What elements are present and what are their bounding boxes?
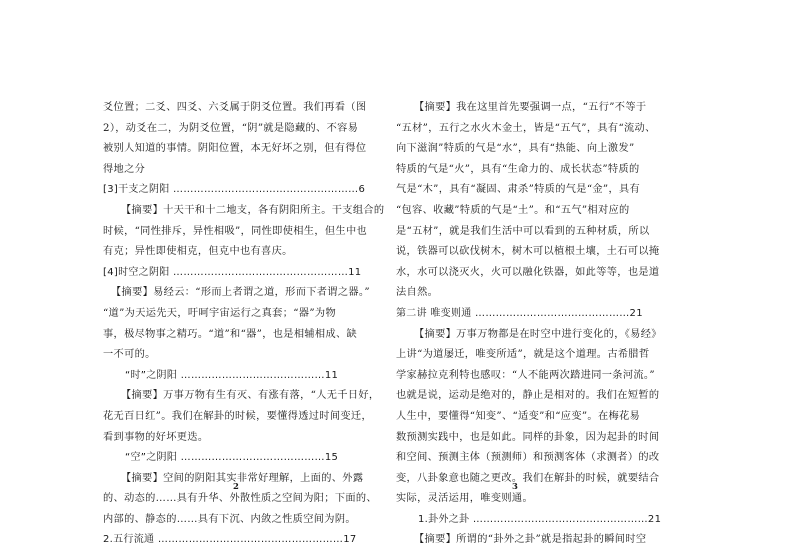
text-line: 的、动态的……具有升华、外散性质之空间为阳；下面的、: [103, 493, 377, 505]
text-line: 时候，“同性排斥，异性相吸”，同性即使相生，但生中也: [103, 225, 368, 237]
text-line: 法自然。: [396, 287, 439, 299]
page-number-right: 3: [512, 482, 518, 492]
toc-entry: 1.卦外之卦 ……………………………………………21: [418, 513, 662, 525]
toc-entry: [4]时空之阴阳 ……………………………………………11: [103, 266, 362, 278]
text-line: 数预测实践中，也是如此。同样的卦象，因为起卦的时间: [396, 431, 660, 443]
text-line: “道”为天运先天，吁呵宇宙运行之真套；“器”为物: [103, 307, 336, 319]
right-page: [396, 98, 662, 551]
text-line: 也就是说，运动是绝对的，静止是相对的。我们在短暂的: [396, 390, 660, 402]
text-line: 说，铁器可以砍伐树木，树木可以植根土壤，土石可以掩: [396, 246, 660, 258]
summary-line: 【摘要】万事万物有生有灭、有涨有落，“人无千日好，: [121, 390, 380, 402]
text-line: 和空间、预测主体（预测师）和预测客体（求测者）的改: [396, 452, 660, 464]
text-line: 是“五材”，就是我们生活中可以看到的五种材质，所以: [396, 225, 650, 237]
text-line: 花无百日红”。我们在解卦的时候，要懂得透过时间变迁，: [103, 410, 372, 422]
summary-line: 【摘要】易经云：“形而上者谓之道，形而下者谓之器。”: [111, 287, 370, 299]
text-line: 实际，灵活运用，唯变则通。: [396, 493, 533, 505]
toc-entry: 第二讲 唯变则通 ………………………………………21: [396, 307, 643, 319]
text-line: “包容、收藏”特质的气是“土”。和“五气”相对应的: [396, 204, 630, 216]
text-line: 一不可的。: [103, 349, 156, 361]
text-line: 爻位置；二爻、四爻、六爻属于阴爻位置。我们再看（图: [103, 102, 367, 113]
text-line: 事，极尽物事之精巧。“道”和“器”，也是相辅相成、缺: [103, 328, 358, 340]
text-line: 向下滋润”特质的气是“水”，具有“热能、向上激发”: [396, 143, 635, 155]
summary-line: 【摘要】空间的阴阳其实非常好理解，上面的、外露: [121, 472, 364, 484]
text-line: 2），动爻在二，为阴爻位置，“阴”就是隐藏的、不容易: [103, 122, 359, 134]
text-line: 内部的、静态的……具有下沉、内敛之性质空间为阴。: [103, 513, 356, 525]
page-number-left: 2: [233, 482, 239, 492]
text-line: 人生中，要懂得“知变”、“适变”和“应变”。在梅花易: [396, 410, 641, 422]
summary-line: 【摘要】万事万物都是在时空中进行变化的，《易经》: [414, 328, 662, 340]
text-line: 气是“木”，具有“凝固、肃杀”特质的气是“金”，具有: [396, 184, 641, 196]
summary-line: 【摘要】十天干和十二地支，各有阴阳所主。干支组合的: [121, 204, 385, 216]
text-line: 有克；异性即使相克，但克中也有喜庆。: [103, 246, 293, 258]
text-line: 被别人知道的事情。阴阳位置，本无好坏之别，但有得位: [103, 143, 367, 155]
text-line: 变，八卦象意也随之更改。我们在解卦的时候，就要结合: [396, 472, 660, 484]
text-line: 上讲“为道屡迁，唯变所适”，就是这个道理。古希腊哲: [396, 349, 650, 361]
toc-entry: 2.五行流通 ………………………………………………17: [103, 534, 357, 546]
summary-line: 【摘要】所谓的“卦外之卦”就是指起卦的瞬间时空: [414, 534, 647, 546]
toc-entry: [3]干支之阴阳 ………………………………………………6: [103, 184, 366, 196]
text-line: “五材”，五行之水火木金土，皆是“五气”，具有“流动、: [396, 122, 656, 134]
text-line: 看到事物的好坏更迭。: [103, 431, 209, 443]
toc-entry: “时”之阴阳 ……………………………………11: [125, 369, 339, 381]
left-page: [103, 98, 385, 551]
toc-entry: “空”之阴阳 ……………………………………15: [125, 452, 339, 464]
text-line: 特质的气是“火”，具有“生命力的、成长状态”特质的: [396, 163, 640, 175]
text-line: 水，水可以浇灭火，火可以融化铁器，如此等等，也是道: [396, 266, 660, 278]
summary-line: 【摘要】我在这里首先要强调一点，“五行”不等于: [414, 102, 647, 113]
text-line: 学家赫拉克利特也感叹：“人不能两次踏进同一条河流。”: [396, 369, 655, 381]
text-line: 得地之分: [103, 163, 146, 175]
